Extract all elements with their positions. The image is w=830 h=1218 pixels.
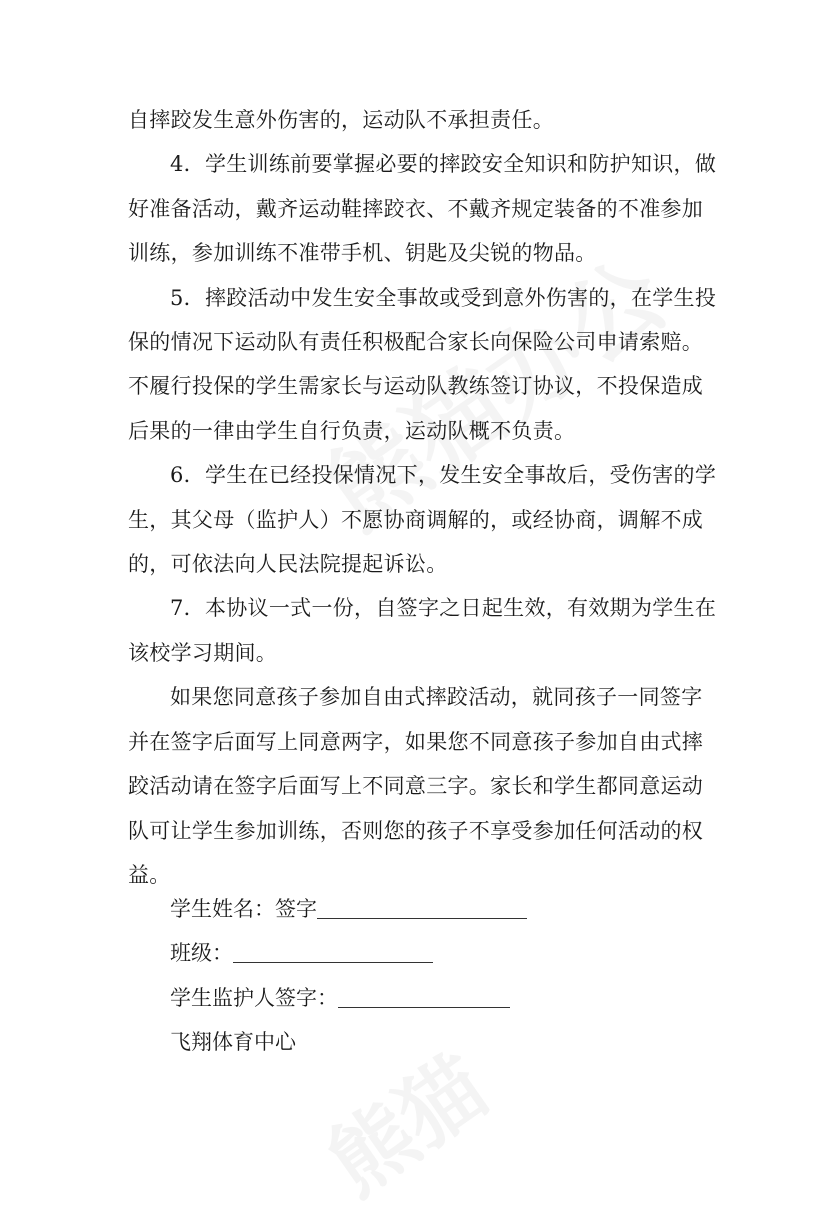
signature-block xyxy=(170,887,730,1065)
class-blank[interactable] xyxy=(233,940,433,963)
document-body xyxy=(128,98,718,897)
paragraph-consent: 如果您同意孩子参加自由式摔跤活动，就同孩子一同签字并在签字后面写上同意两字，如果您不同意孩子参加自由式摔跤活动请在签字后面写上不同意三字。家长和学生都同意运动队可让学生参加训练，否则您的孩子不享受参加任何活动的权益。 xyxy=(128,685,704,887)
paragraph-item-6: 6．学生在已经投保情况下，发生安全事故后，受伤害的学生，其父母（监护人）不愿协商调解的，或经协商，调解不成的，可依法向人民法院提起诉讼。 xyxy=(128,463,717,577)
paragraph-continuation: 自摔跤发生意外伤害的，运动队不承担责任。 xyxy=(128,108,554,132)
student-name-row xyxy=(170,887,730,931)
paragraph-item-7: 7．本协议一式一份，自签字之日起生效，有效期为学生在该校学习期间。 xyxy=(128,596,717,665)
guardian-label: 学生监护人签字： xyxy=(170,985,338,1010)
guardian-row xyxy=(170,976,730,1020)
student-name-label: 学生姓名：签字 xyxy=(170,897,317,921)
organization-name: 飞翔体育中心 xyxy=(170,1030,296,1055)
class-label: 班级： xyxy=(170,941,233,966)
class-row xyxy=(170,931,730,975)
student-name-blank[interactable] xyxy=(317,896,527,919)
paragraph-item-4: 4．学生训练前要掌握必要的摔跤安全知识和防护知识，做好准备活动，戴齐运动鞋摔跤衣、不戴齐规定装备的不准参加训练，参加训练不准带手机、钥匙及尖锐的物品。 xyxy=(128,152,717,266)
paragraph-item-5: 5．摔跤活动中发生安全事故或受到意外伤害的，在学生投保的情况下运动队有责任积极配合家长向保险公司申请索赔。不履行投保的学生需家长与运动队教练签订协议，不投保造成后果的一律由学生自行负责，运动队概不负责。 xyxy=(128,285,717,443)
guardian-signature-blank[interactable] xyxy=(338,985,510,1008)
